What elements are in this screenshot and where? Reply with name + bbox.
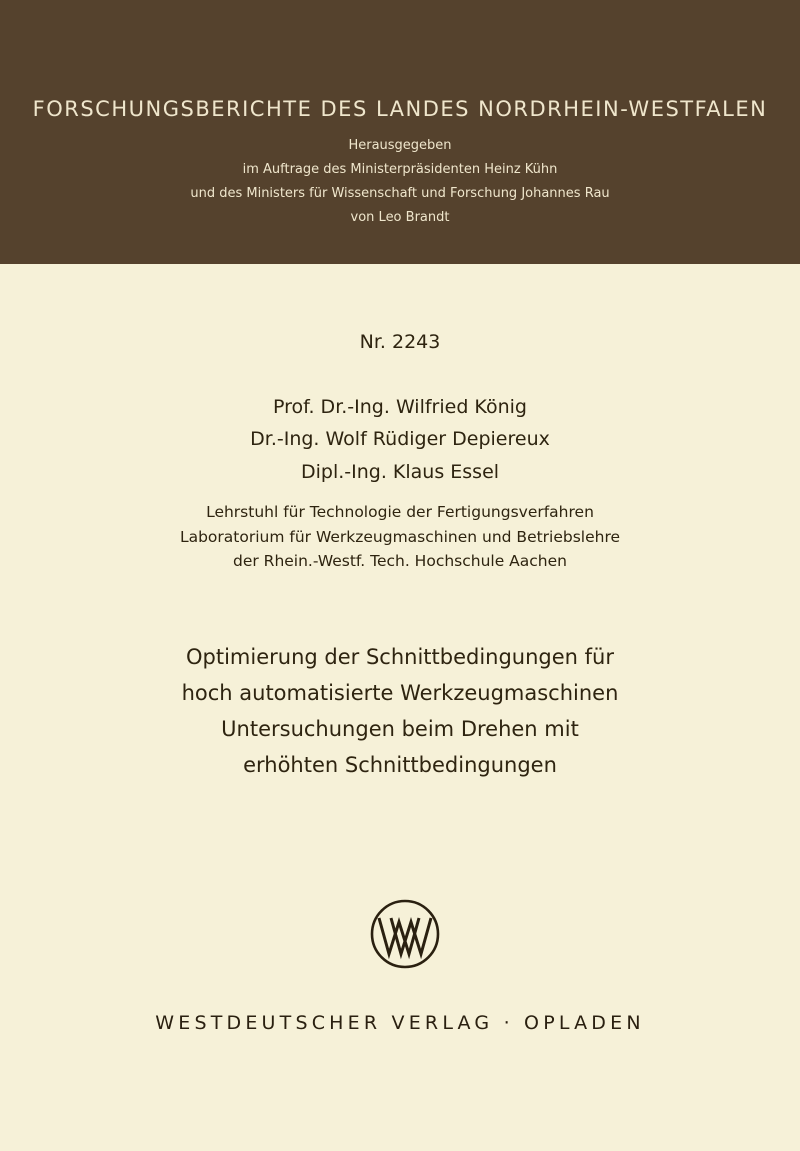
- title-line-4: erhöhten Schnittbedingungen: [243, 753, 557, 777]
- editor-line-editor: von Leo Brandt: [350, 210, 450, 225]
- title-line-1: Optimierung der Schnittbedingungen für: [186, 645, 614, 669]
- author-2: Dr.-Ing. Wolf Rüdiger Depiereux: [250, 428, 550, 450]
- title-line-2: hoch automatisierte Werkzeugmaschinen: [181, 681, 619, 705]
- series-header-band: [0, 0, 800, 264]
- author-3: Dipl.-Ing. Klaus Essel: [300, 461, 500, 483]
- institution-line-1: Lehrstuhl für Technologie der Fertigungsverfahren: [206, 503, 594, 521]
- editor-line-published: Herausgegeben: [348, 138, 452, 153]
- publisher-line: WESTDEUTSCHER VERLAG · OPLADEN: [155, 1012, 645, 1034]
- editor-line-commission: im Auftrage des Ministerpräsidenten Heinz Kühn: [242, 162, 558, 177]
- editor-line-minister: und des Ministers für Wissenschaft und Forschung Johannes Rau: [190, 186, 610, 201]
- institution-line-3: der Rhein.-Westf. Tech. Hochschule Aachen: [233, 552, 567, 570]
- institution-line-2: Laboratorium für Werkzeugmaschinen und Betriebslehre: [179, 528, 621, 546]
- title-line-3: Untersuchungen beim Drehen mit: [221, 717, 579, 741]
- author-1: Prof. Dr.-Ing. Wilfried König: [273, 396, 527, 418]
- publisher-ww-logo-icon: [369, 898, 441, 970]
- series-title: FORSCHUNGSBERICHTE DES LANDES NORDRHEIN-WESTFALEN: [32, 97, 768, 121]
- report-number: Nr. 2243: [359, 331, 441, 353]
